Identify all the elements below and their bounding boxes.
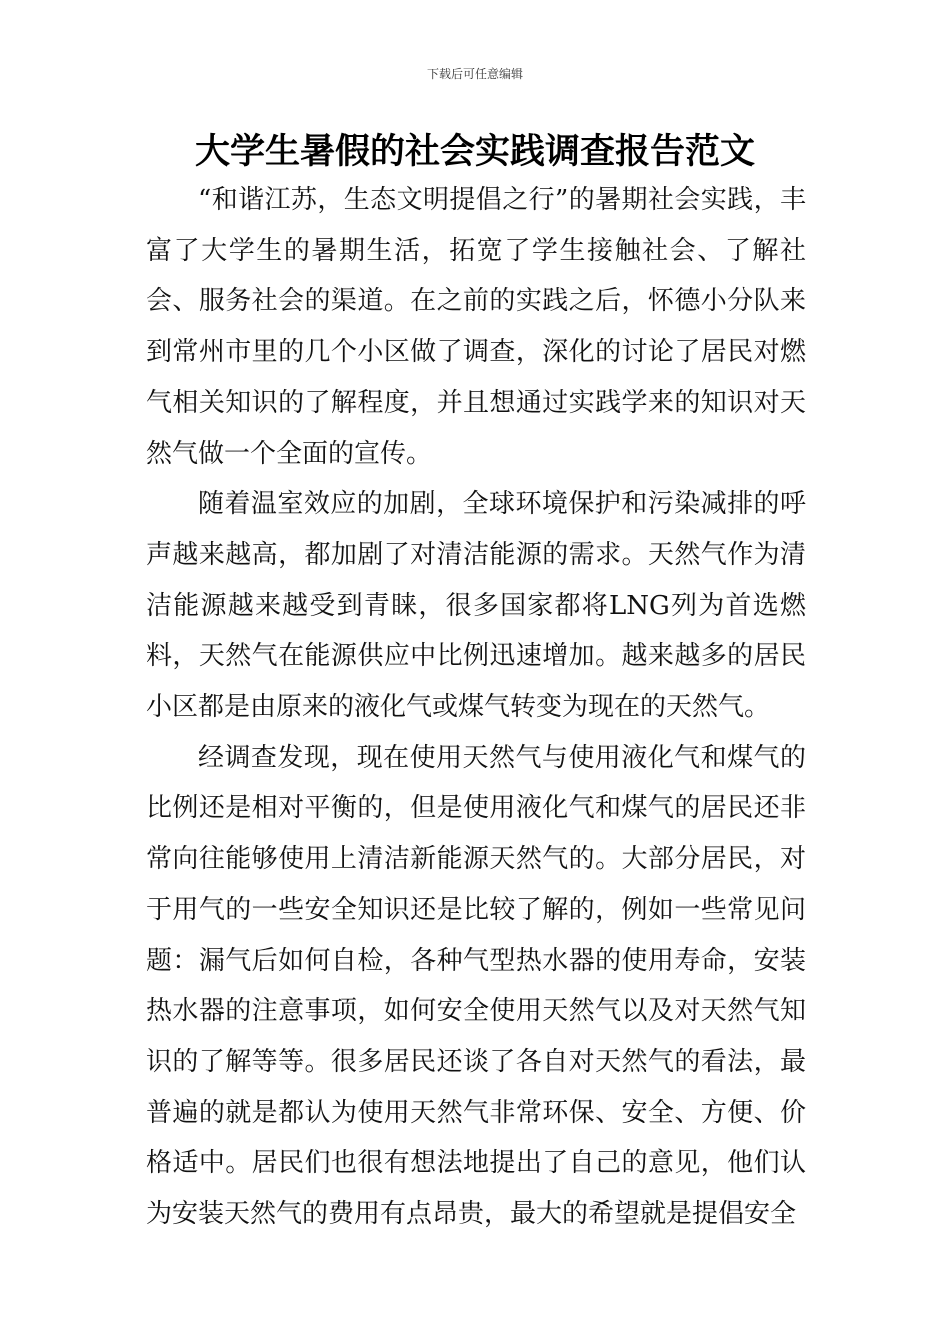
paragraph-1: “和谐江苏，生态文明提倡之行”的暑期社会实践，丰富了大学生的暑期生活，拓宽了学生接触社会、了解社会、服务社会的渠道。在之前的实践之后，怀德小分队来到常州市里的几个小区做了调查，深化的讨论了居民对燃气相关知识的了解程度，并且想通过实践学来的知识对天然气做一个全面的宣传。	[146, 185, 806, 469]
document-title: 大学生暑假的社会实践调查报告范文	[194, 132, 755, 172]
paragraph-3: 经调查发现，现在使用天然气与使用液化气和煤气的比例还是相对平衡的，但是使用液化气和煤气的居民还非常向往能够使用上清洁新能源天然气的。大部分居民，对于用气的一些安全知识还是比较了解的，例如一些常见问题：漏气后如何自检，各种气型热水器的使用寿命，安装热水器的注意事项，如何安全使用天然气以及对天然气知识的了解等等。很多居民还谈了各自对天然气的看法，最普遍的就是都认为使用天然气非常环保、安全、方便、价格适中。居民们也很有想法地提出了自己的意见，他们认为安装天然气的费用有点昂贵，最大的希望就是提倡安全	[146, 742, 806, 1230]
paragraph-2: 随着温室效应的加剧，全球环境保护和污染减排的呼声越来越高，都加剧了对清洁能源的需求。天然气作为清洁能源越来越受到青睐，很多国家都将LNG列为首选燃料，天然气在能源供应中比例迅速增加。越来越多的居民小区都是由原来的液化气或煤气转变为现在的天然气。	[146, 489, 806, 723]
document-body	[146, 175, 806, 1240]
header-note: 下载后可任意编辑	[426, 67, 523, 81]
